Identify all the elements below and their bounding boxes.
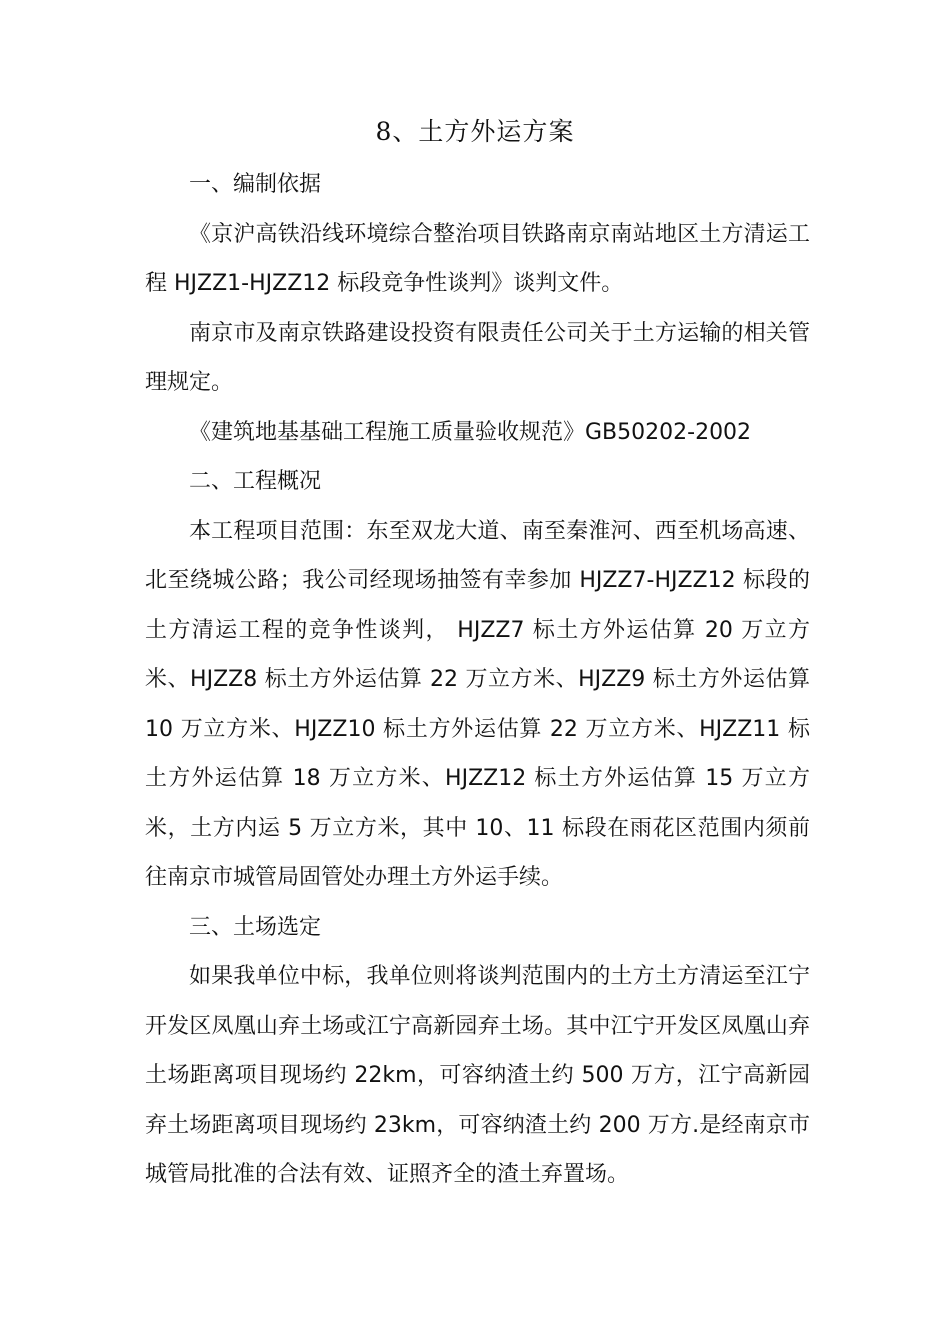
document-body (145, 160, 810, 1200)
section-heading-overview: 二、工程概况 (189, 469, 322, 494)
section-heading-site-selection: 三、土场选定 (189, 914, 322, 940)
section-heading-basis: 一、编制依据 (189, 172, 322, 197)
paragraph-site-selection-1: 如果我单位中标，我单位则将谈判范围内的土方土方清运至江宁开发区凤凰山弃土场或江宁高新园弃土场。其中江宁开发区凤凰山弃土场距离项目现场约 22km，可容纳渣土约 500 万方，江宁高新园弃土场距离项目现场约 23km，可容纳渣土约 200 万方.是经南京市城管局批准的合法有效、证照齐全的渣土弃置场。 (145, 964, 810, 1187)
paragraph-basis-3: 《建筑地基基础工程施工质量验收规范》GB50202-2002 (189, 419, 752, 445)
document-title: 8、土方外运方案 (375, 117, 575, 146)
paragraph-basis-1: 《京沪高铁沿线环境综合整治项目铁路南京南站地区土方清运工程 HJZZ1-HJZZ12 标段竞争性谈判》谈判文件。 (145, 221, 810, 296)
paragraph-basis-2: 南京市及南京铁路建设投资有限责任公司关于土方运输的相关管理规定。 (145, 320, 810, 395)
paragraph-overview-1: 本工程项目范围：东至双龙大道、南至秦淮河、西至机场高速、北至绕城公路；我公司经现场抽签有幸参加 HJZZ7-HJZZ12 标段的土方清运工程的竞争性谈判， HJZZ7 标土方外运估算 20 万立方米、HJZZ8 标土方外运估算 22 万立方米、HJZZ9 标土方外运估算 10 万立方米、HJZZ10 标土方外运估算 22 万立方米、HJZZ11 标土方外运估算 18 万立方米、HJZZ12 标土方外运估算 15 万立方米，土方内运 5 万立方米，其中 10、11 标段在雨花区范围内须前往南京市城管局固管处办理土方外运手续。 (145, 518, 810, 890)
